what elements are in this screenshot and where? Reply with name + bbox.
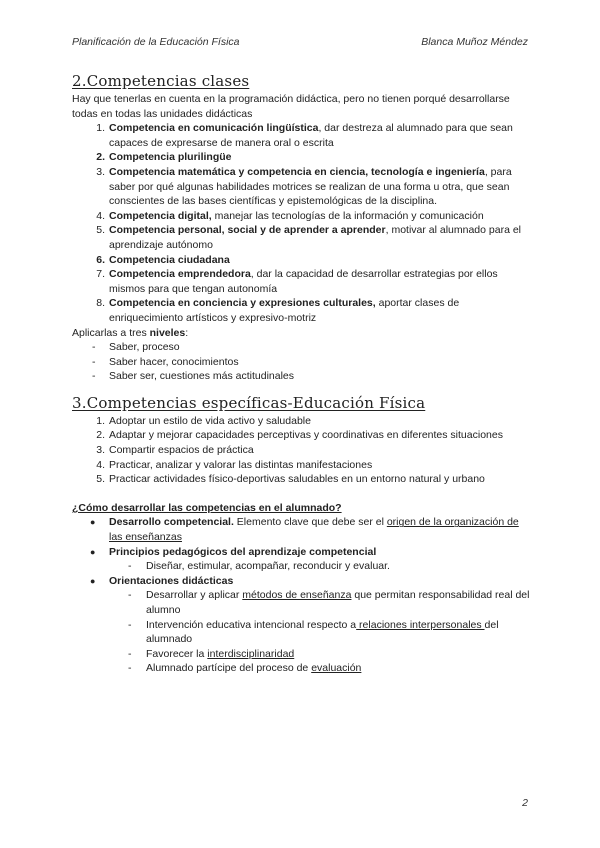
list-item: 1. Competencia en comunicación lingüística, dar destreza al alumnado para que sean capaces de expresarse de manera oral o escrita — [96, 122, 513, 149]
list-item: 2. Adaptar y mejorar capacidades perceptivas y coordinativas en diferentes situaciones — [96, 429, 503, 442]
list-item: 4. Competencia digital, manejar las tecnologías de la información y comunicación — [96, 209, 484, 222]
levels-intro: Aplicarlas a tres niveles: — [72, 326, 189, 339]
list-item: - Saber hacer, conocimientos — [92, 355, 239, 368]
competencias-list — [72, 121, 532, 325]
list-item: - Diseñar, estimular, acompañar, reconducir y evaluar. — [128, 560, 390, 573]
especificas-list — [72, 414, 532, 487]
list-item: ● Principios pedagógicos del aprendizaje competencial - Diseñar, estimular, acompañar, reconducir y evaluar. — [72, 545, 532, 574]
section-2-title: 2.Competencias clases — [72, 72, 250, 90]
list-item: 6. Competencia ciudadana — [96, 253, 230, 266]
list-item: 5. Competencia personal, social y de aprender a aprender, motivar al alumnado para el aprendizaje autónomo — [96, 224, 522, 251]
list-item: 7. Competencia emprendedora, dar la capacidad de desarrollar estrategias por ellos mismos para que tengan autonomía — [96, 268, 498, 295]
list-item: ● Desarrollo competencial. Elemento clave que debe ser el origen de la organización de las enseñanzas — [90, 516, 519, 544]
list-item: - Desarrollar y aplicar métodos de enseñanza que permitan responsabilidad real del alumno — [128, 589, 530, 616]
sub-list — [109, 588, 532, 676]
list-item: 5. Practicar actividades físico-deportivas saludables en un entorno natural y urbano — [96, 473, 485, 486]
header-right: Blanca Muñoz Méndez — [421, 36, 528, 48]
list-item: 3. Competencia matemática y competencia en ciencia, tecnología e ingeniería, para saber por qué algunas habilidades motrices se realizan de una forma u otra, que sean conscientes de las bases científicas y epistemológicas de la disciplina. — [96, 165, 512, 208]
list-item: 3. Compartir espacios de práctica — [96, 444, 254, 457]
sub-list — [109, 559, 532, 574]
list-item: 8. Competencia en conciencia y expresiones culturales, aportar clases de enriquecimiento artísticos y expresivo-motriz — [96, 297, 460, 324]
list-item: 4. Practicar, analizar y valorar las distintas manifestaciones — [96, 458, 373, 471]
list-item: - Saber ser, cuestiones más actitudinales — [92, 370, 295, 383]
list-item: - Intervención educativa intencional respecto a relaciones interpersonales del alumnado — [128, 618, 499, 646]
page-number: 2 — [522, 797, 528, 809]
header-left: Planificación de la Educación Física — [72, 36, 240, 48]
document-body — [72, 70, 532, 676]
list-item: - Favorecer la interdisciplinaridad — [128, 647, 295, 660]
list-item: - Alumnado partícipe del proceso de evaluación — [128, 662, 362, 675]
list-item: 1. Adoptar un estilo de vida activo y saludable — [96, 414, 311, 427]
list-item: ● Orientaciones didácticas - Desarrollar y aplicar métodos de enseñanza que permitan responsabilidad real del alumno - Intervención educativa intencional respecto a relaciones interpersonales del alumnado - Favorecer la interdisciplinaridad - Alumnado partícipe del proceso de evaluación — [72, 574, 532, 676]
section-3-title: 3.Competencias específicas-Educación Física — [72, 393, 426, 412]
list-item: - Saber, proceso — [92, 341, 180, 354]
list-item: 2. Competencia plurilingüe — [96, 151, 232, 164]
section-2-intro: Hay que tenerlas en cuenta en la programación didáctica, pero no tienen porqué desarrollarse todas en todas las unidades didácticas — [72, 93, 510, 120]
howto-title: ¿Cómo desarrollar las competencias en el alumnado? — [72, 501, 342, 514]
levels-list — [72, 340, 532, 384]
howto-list — [72, 515, 532, 676]
